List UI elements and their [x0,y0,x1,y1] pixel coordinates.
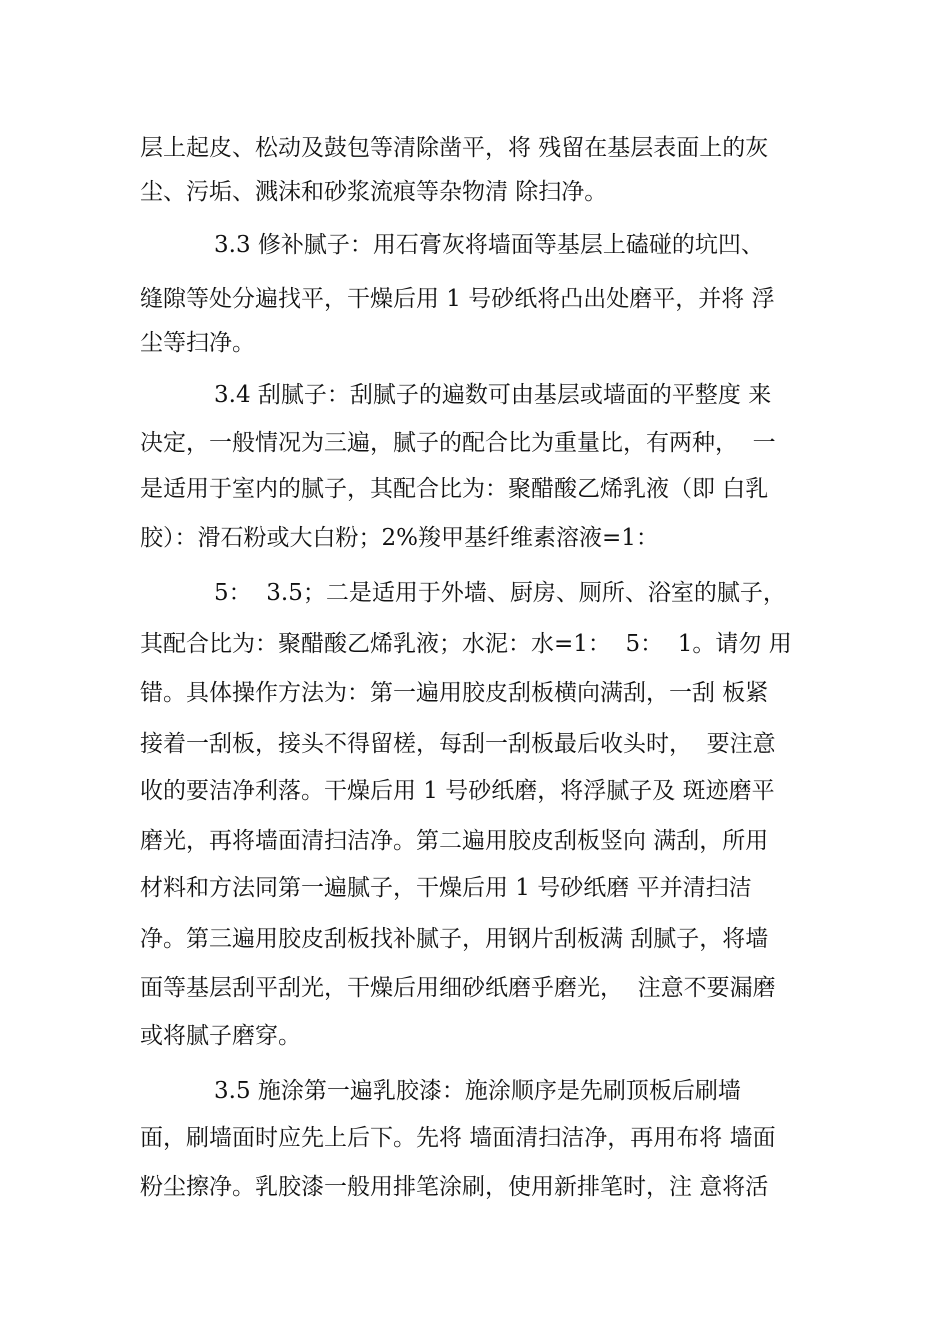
text-line: 面等基层刮平刮光，干燥后用细砂纸磨乎磨光， 注意不要漏磨 [140,975,776,1001]
paragraph-start-line: 3.4 刮腻子：刮腻子的遍数可由基层或墙面的平整度 来 [214,382,772,408]
text-line: 磨光，再将墙面清扫洁净。第二遍用胶皮刮板竖向 满刮，所用 [140,828,769,854]
text-line: 面，刷墙面时应先上后下。先将 墙面清扫洁净，再用布将 墙面 [140,1125,776,1151]
text-line: 材料和方法同第一遍腻子，干燥后用 1 号砂纸磨 平并清扫洁 [140,875,752,901]
text-line: 决定，一般情况为三遍，腻子的配合比为重量比，有两种， 一 [140,430,776,456]
paragraph-start-line: 3.3 修补腻子：用石膏灰将墙面等基层上磕碰的坑凹、 [214,232,764,258]
text-line: 净。第三遍用胶皮刮板找补腻子，用钢片刮板满 刮腻子，将墙 [140,926,769,952]
text-line: 错。具体操作方法为：第一遍用胶皮刮板横向满刮，一刮 板紧 [140,680,769,706]
text-line: 尘、污垢、溅沫和砂浆流痕等杂物清 除扫净。 [140,179,608,205]
paragraph-start-line: 5： 3.5；二是适用于外墙、厨房、厕所、浴室的腻子， [214,580,786,606]
text-line: 或将腻子磨穿。 [140,1023,301,1049]
text-line: 尘等扫净。 [140,330,255,356]
text-line: 胶）：滑石粉或大白粉；2%羧甲基纤维素溶液=1： [140,525,659,551]
paragraph-start-line: 3.5 施涂第一遍乳胶漆：施涂顺序是先刷顶板后刷墙 [214,1078,741,1104]
text-line: 收的要洁净利落。干燥后用 1 号砂纸磨，将浮腻子及 斑迹磨平 [140,778,775,804]
text-line: 接着一刮板，接头不得留槎，每刮一刮板最后收头时， 要注意 [140,731,776,757]
text-line: 粉尘擦净。乳胶漆一般用排笔涂刷，使用新排笔时，注 意将活 [140,1174,769,1200]
text-line: 层上起皮、松动及鼓包等清除凿平，将 残留在基层表面上的灰 [140,135,769,161]
text-line: 其配合比为：聚醋酸乙烯乳液；水泥：水=1： 5： 1。请勿 用 [140,631,792,657]
text-line: 是适用于室内的腻子，其配合比为：聚醋酸乙烯乳液（即 白乳 [140,476,769,502]
text-line: 缝隙等处分遍找平，干燥后用 1 号砂纸将凸出处磨平，并将 浮 [140,286,775,312]
